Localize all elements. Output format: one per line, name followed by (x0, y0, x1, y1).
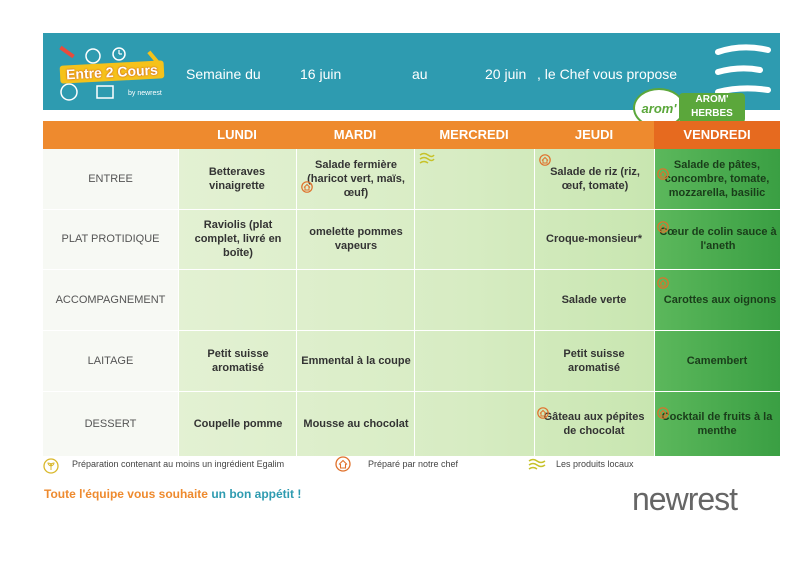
chef-house-icon (657, 168, 669, 180)
col-divider (178, 149, 179, 456)
header-suffix: , le Chef vous propose (537, 66, 678, 82)
egalim-icon (43, 458, 59, 474)
cell-dessert-lundi: Coupelle pomme (193, 417, 283, 430)
cell-plat-vendredi: Cœur de colin sauce à l'aneth (659, 226, 777, 252)
col-divider (534, 149, 535, 456)
row-label-entree: ENTREE (88, 173, 133, 185)
start-date: 16 juin (300, 66, 342, 82)
cell-laitage-lundi: Petit suisse aromatisé (207, 347, 269, 374)
row-label-accompagnement: ACCOMPAGNEMENT (55, 293, 166, 306)
arom-herbes-logo: arom' (633, 88, 685, 128)
cell-plat-mardi: omelette pommes vapeurs (309, 226, 403, 252)
arom-label-line1: AROM' (695, 94, 729, 105)
day-wednesday: MERCREDI (439, 127, 509, 142)
chef-house-icon (537, 407, 549, 419)
chef-house-icon (301, 181, 313, 193)
cell-dessert-jeudi: Gâteau aux pépites de chocolat (543, 410, 645, 437)
cell-entree-vendredi: Salade de pâtes, concombre, tomate, mozzarella, basilic (664, 159, 770, 199)
end-date: 20 juin (485, 66, 527, 82)
legend-egalim: Préparation contenant au moins un ingrédient Egalim (72, 459, 285, 469)
chef-house-icon (657, 277, 669, 289)
footer-text-1: Toute l'équipe vous souhaite (44, 487, 208, 501)
row-label-plat: PLAT PROTIDIQUE (61, 233, 160, 245)
row-label-laitage: LAITAGE (87, 354, 134, 367)
chef-house-icon (657, 221, 669, 233)
col-divider (296, 149, 297, 456)
footer-text-2: un bon appétit ! (211, 487, 302, 501)
day-friday: VENDREDI (654, 121, 780, 149)
cell-laitage-jeudi: Petit suisse aromatisé (563, 347, 625, 374)
cell-dessert-mardi: Mousse au chocolat (303, 417, 409, 430)
cell-entree-lundi: Betteraves vinaigrette (208, 166, 266, 192)
col-divider (414, 149, 415, 456)
row-label-dessert: DESSERT (84, 417, 137, 430)
legend-local: Les produits locaux (556, 459, 634, 469)
cell-entree-mardi: Salade fermière (haricot vert, maïs, œuf) (307, 159, 405, 199)
arom-label-line2: HERBES (691, 108, 733, 119)
logo-title: Entre 2 Cours (60, 60, 165, 83)
footer-message (44, 487, 301, 501)
day-tuesday: MARDI (333, 127, 377, 142)
cell-laitage-mardi: Emmental à la coupe (301, 354, 411, 367)
menu-table (43, 121, 780, 456)
cell-plat-lundi: Raviolis (plat complet, livré en boîte) (194, 219, 282, 259)
legend-chef: Préparé par notre chef (368, 459, 459, 469)
chef-house-icon (657, 407, 669, 419)
day-thursday: JEUDI (574, 127, 614, 142)
cell-accomp-vendredi: Carottes aux oignons (663, 293, 777, 306)
chef-house-icon (539, 154, 551, 166)
arom-herbes-label (679, 93, 745, 123)
cell-laitage-vendredi: Camembert (686, 354, 748, 367)
week-label: Semaine du (186, 66, 261, 82)
day-monday: LUNDI (217, 127, 257, 142)
chef-house-icon (335, 456, 351, 472)
au-label: au (412, 66, 428, 82)
cell-dessert-vendredi: Cocktail de fruits à la menthe (661, 410, 773, 437)
local-products-icon (419, 152, 435, 164)
cell-accomp-jeudi: Salade verte (561, 293, 627, 306)
logo-subtitle: by newrest (128, 90, 162, 97)
cell-plat-jeudi: Croque-monsieur* (546, 233, 642, 245)
local-products-icon (528, 458, 546, 472)
cell-entree-jeudi: Salade de riz (riz, œuf, tomate) (550, 166, 640, 192)
newrest-logo: newrest (632, 481, 738, 517)
